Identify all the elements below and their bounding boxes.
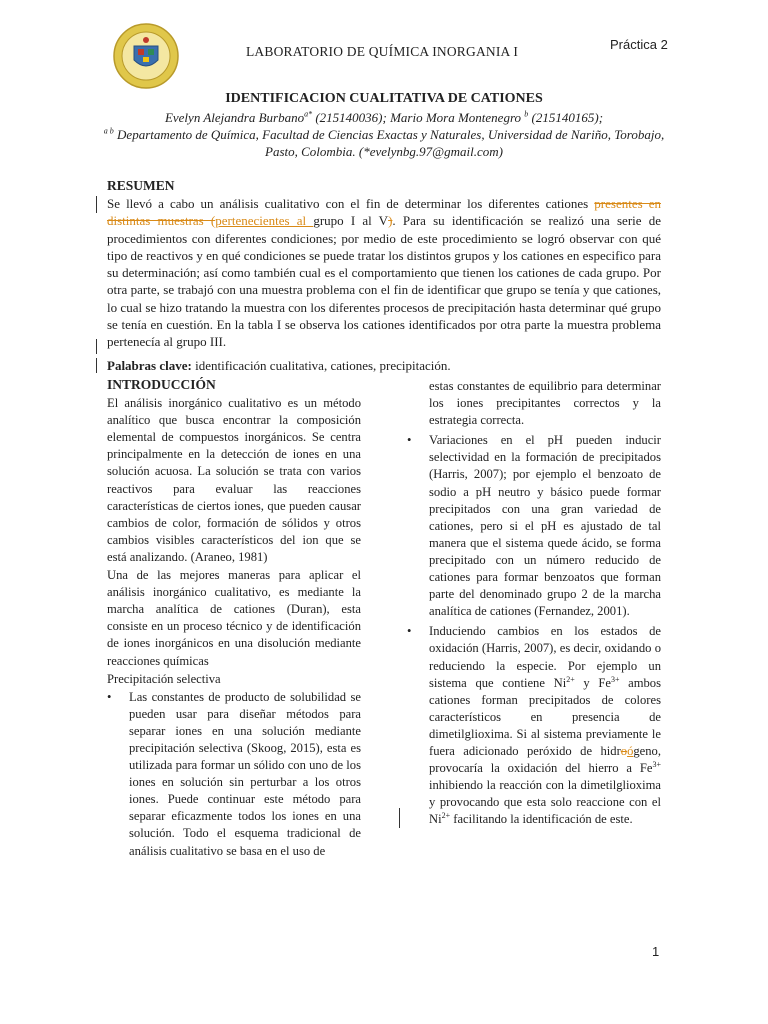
- right-column: [407, 378, 661, 831]
- subheading-precipitacion: Precipitación selectiva: [107, 671, 221, 686]
- list-item: • Induciendo cambios en los estados de oxidación (Harris, 2007), es decir, oxidando o reduciendo la especie. Por ejemplo un sistema que contiene $Ni^{2+}$ y $Fe^{3+}$ ambos cationes forman precipitados de colores característicos en presencia de dimetilglioxima. Si al sistema previamente le fuera adicionado peróxido de hidroógeno, provocaría la oxidación del hierro a $Fe^{3+}$ inhibiendo la reacción con la dimetilglioxima y provocando que esta solo reaccione con el $Ni^{2+}$ facilitando la identificación de este.: [407, 624, 661, 827]
- bullet-list: [107, 689, 361, 860]
- left-column: [107, 376, 361, 863]
- author-1: Evelyn Alejandra Burbano: [164, 110, 305, 125]
- keywords-line: [107, 358, 661, 374]
- authors-line: [100, 109, 668, 126]
- resumen-paragraph: Se llevó a cabo un análisis cualitativo con el fin de determinar los diferentes cationes presentes en distintas muestras (pertenecientes al grupo I al V). Para su identificación se realizó una serie de procedimientos con diferentes condiciones; por medio de este procedimiento se logró observar con qué tipo de reactivos y en qué condiciones se puede tratar los distintos grupos y los cationes en especifico para su determinación; así como también cual es el comportamiento que tienen los cationes de cada grupo. Por otra parte, se trabajó con una muestra problema con el fin de identificar que grupo se tenía y que cationes, lo cual se hizo tratando la muestra con los diferentes procesos de precipitación hasta determinar qué grupo se tenía en cuestión. En la tabla I se observa los cationes identificados por otra parte la muestra problema pertenecía al grupo III.: [107, 196, 661, 350]
- author-2-sup: b: [524, 109, 529, 119]
- tracked-insertion: pertenecientes al: [215, 213, 314, 229]
- author-2-id: (215140165);: [528, 110, 604, 125]
- list-item: • Variaciones en el pH pueden inducir selectividad en la formación de precipitados (Harris, 2007); por ejemplo el benzoato de sodio a pH neutro y básico puede formar precipitados con una gran variedad de cationes, pero si el pH es ajustado de tal manera que el sistema quede ácido, se forma precipitado con un número reducido de cationes para formar benzoatos que forman parte del denominado grupo 2 de la marcha analítica de cationes (Fernandez, 2001).: [407, 433, 661, 619]
- tracked-insertion: ó: [627, 743, 634, 758]
- page-number: 1: [652, 944, 660, 959]
- practica-label: Práctica 2: [610, 37, 668, 52]
- change-bar: [96, 339, 97, 354]
- author-1-id: (215140036);: [312, 110, 391, 125]
- author-2: Mario Mora Montenegro: [390, 110, 525, 125]
- bullet-icon: •: [407, 433, 412, 448]
- list-item: • Las constantes de producto de solubilidad se pueden usar para diseñar métodos para separar iones en una solución mediante precipitación selectiva (Skoog, 2015), esta es utilizada para formar un sólido con uno de los iones en solución sin perturbar a los otros iones. Puede continuar este método para separar eficazmente todos los iones en una solución. Todo el esquema tradicional de análisis cualitativo se basa en el uso de: [107, 689, 361, 858]
- resumen-heading: RESUMEN: [107, 178, 175, 193]
- change-bar: [399, 808, 400, 828]
- bullet-icon: •: [107, 689, 112, 704]
- bullet-list: [407, 432, 661, 828]
- article-title: IDENTIFICACION CUALITATIVA DE CATIONES: [225, 91, 543, 106]
- affiliation-line-2: Pasto, Colombia. (*evelynbg.97@gmail.com): [265, 144, 503, 159]
- authors-block: [100, 109, 668, 160]
- tracked-deletion: ): [388, 213, 393, 229]
- keywords-label: Palabras clave:: [107, 358, 192, 373]
- affiliation-sup: a b: [103, 126, 114, 136]
- lab-title: LABORATORIO DE QUÍMICA INORGANIA I: [245, 44, 519, 59]
- intro-paragraph-1: El análisis inorgánico cualitativo es un método analítico que busca encontrar la composición elemental de compuestos inorgánicos. Se centra principalmente en la detección de iones en una solución acuosa. La solución se trata con varios reactivos para evaluar las reacciones características de ciertos iones, que pueden causar cambios de color, formación de sólidos y otros cambios visibles característicos del ion que se está analizando. (Araneo, 1981): [107, 396, 361, 564]
- keywords-text: identificación cualitativa, cationes, precipitación.: [191, 358, 451, 373]
- bullet-icon: •: [407, 624, 412, 639]
- change-bar: [96, 358, 97, 373]
- affiliation-line-1: $^{a b}$ Departamento de Química, Facultad de Ciencias Exactas y Naturales, Universidad de Nariño, Torobajo,: [103, 126, 665, 142]
- tracked-deletion: o: [620, 743, 628, 758]
- tracked-deletion: presentes en distintas muestras (: [107, 196, 661, 229]
- university-seal-logo: [112, 22, 180, 90]
- introduccion-heading: INTRODUCCIÓN: [107, 377, 216, 392]
- change-bar: [96, 196, 97, 213]
- author-1-sup: a*: [304, 109, 313, 119]
- list-item-continuation: estas constantes de equilibrio para determinar los iones precipitantes correctos y la estrategia correcta.: [429, 379, 661, 428]
- intro-paragraph-2: Una de las mejores maneras para aplicar el análisis inorgánico cualitativo, es mediante la marcha analítica de cationes (Duran), esta consiste en un proceso técnico y de identificación de iones inorgánicos en una disolución mediante reacciones químicas: [107, 568, 361, 668]
